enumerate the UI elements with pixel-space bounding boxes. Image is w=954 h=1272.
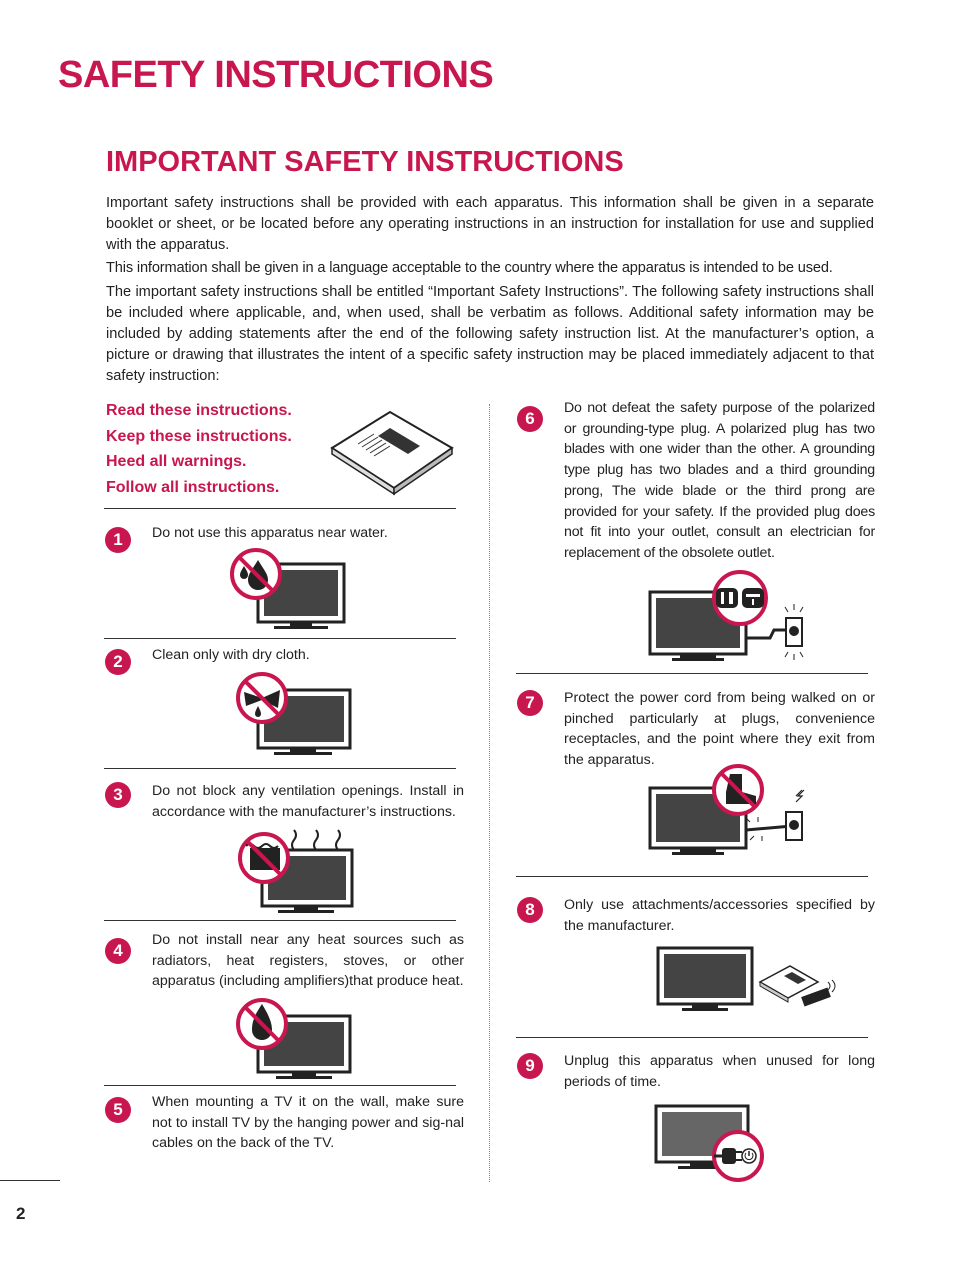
- instruction-manual-icon: [328, 408, 458, 494]
- item-text: Do not block any ventilation openings. Install in accordance with the manufacturer’s instructions.: [152, 783, 464, 820]
- item-number: 3: [105, 782, 131, 808]
- page-title: SAFETY INSTRUCTIONS: [58, 54, 494, 96]
- intro-paragraph-1: Important safety instructions shall be provided with each apparatus. This information shall be given in a separate booklet or sheet, or be located before any operating instructions in an instruction for installation for use and supplied with the apparatus.: [106, 195, 874, 253]
- no-stepping-on-cord-icon: [646, 764, 816, 858]
- item-number: 5: [105, 1097, 131, 1123]
- polarized-plug-icon: [646, 568, 816, 662]
- no-heat-source-icon: [232, 996, 356, 1082]
- item-number: 6: [517, 406, 543, 432]
- item-number: 4: [105, 938, 131, 964]
- divider: [516, 876, 868, 877]
- item-number: 8: [517, 897, 543, 923]
- divider: [104, 638, 456, 639]
- item-number: 7: [517, 690, 543, 716]
- item-text: Clean only with dry cloth.: [152, 647, 310, 663]
- section-title: IMPORTANT SAFETY INSTRUCTIONS: [106, 146, 624, 178]
- page-number-rule: [0, 1180, 60, 1181]
- item-text: Only use attachments/accessories specified by the manufacturer.: [564, 897, 875, 934]
- divider: [516, 1037, 868, 1038]
- item-text: Unplug this apparatus when unused for long periods of time.: [564, 1053, 875, 1090]
- divider: [104, 768, 456, 769]
- no-wet-cloth-icon: [234, 672, 354, 756]
- divider: [104, 508, 456, 509]
- reminder-item: Read these instructions.: [106, 402, 292, 419]
- divider: [516, 673, 868, 674]
- divider: [104, 920, 456, 921]
- accessories-icon: [656, 946, 836, 1016]
- unplug-icon: [652, 1102, 772, 1184]
- item-text: Protect the power cord from being walked on or pinched particularly at plugs, convenience receptacles, and the point where they exit from the apparatus.: [564, 690, 875, 769]
- divider: [104, 1085, 456, 1086]
- item-text: Do not install near any heat sources such as radiators, heat registers, stoves, or other apparatus (including amplifiers)that produce heat.: [152, 932, 464, 990]
- no-water-icon: [228, 548, 348, 632]
- reminder-item: Heed all warnings.: [106, 453, 247, 470]
- item-number: 9: [517, 1053, 543, 1079]
- page-number: 2: [16, 1204, 26, 1223]
- reminder-item: Follow all instructions.: [106, 478, 280, 496]
- column-separator: [489, 404, 490, 1182]
- no-blocked-ventilation-icon: [236, 826, 356, 916]
- item-text: Do not use this apparatus near water.: [152, 525, 388, 541]
- intro-paragraph-2: This information shall be given in a language acceptable to the country where the apparatus is intended to be used.: [106, 260, 833, 276]
- reminders-list: [106, 398, 292, 500]
- item-number: 1: [105, 527, 131, 553]
- item-text: Do not defeat the safety purpose of the polarized or grounding-type plug. A polarized plug has two blades with one wider than the other. A grounding type plug has two blades and a third grounding prong, The wide blade or the third prong are provided for your safety. If the provided plug does not fit into your outlet, consult an electrician for replacement of the obsolete outlet.: [564, 400, 875, 561]
- item-number: 2: [105, 649, 131, 675]
- intro-paragraph-3: The important safety instructions shall be entitled “Important Safety Instructions”. The following safety instructions shall be included where applicable, and, when used, shall be verbatim as follows. Additional safety information may be included by adding statements after the end of the following safety instruction list. At the manufacturer’s option, a picture or drawing that illustrates the intent of a specific safety instruction may be placed immediately adjacent to that safety instruction:: [106, 284, 874, 384]
- item-text: When mounting a TV it on the wall, make sure not to install TV by the hanging power and sig-nal cables on the back of the TV.: [152, 1094, 464, 1152]
- reminder-item: Keep these instructions.: [106, 427, 292, 445]
